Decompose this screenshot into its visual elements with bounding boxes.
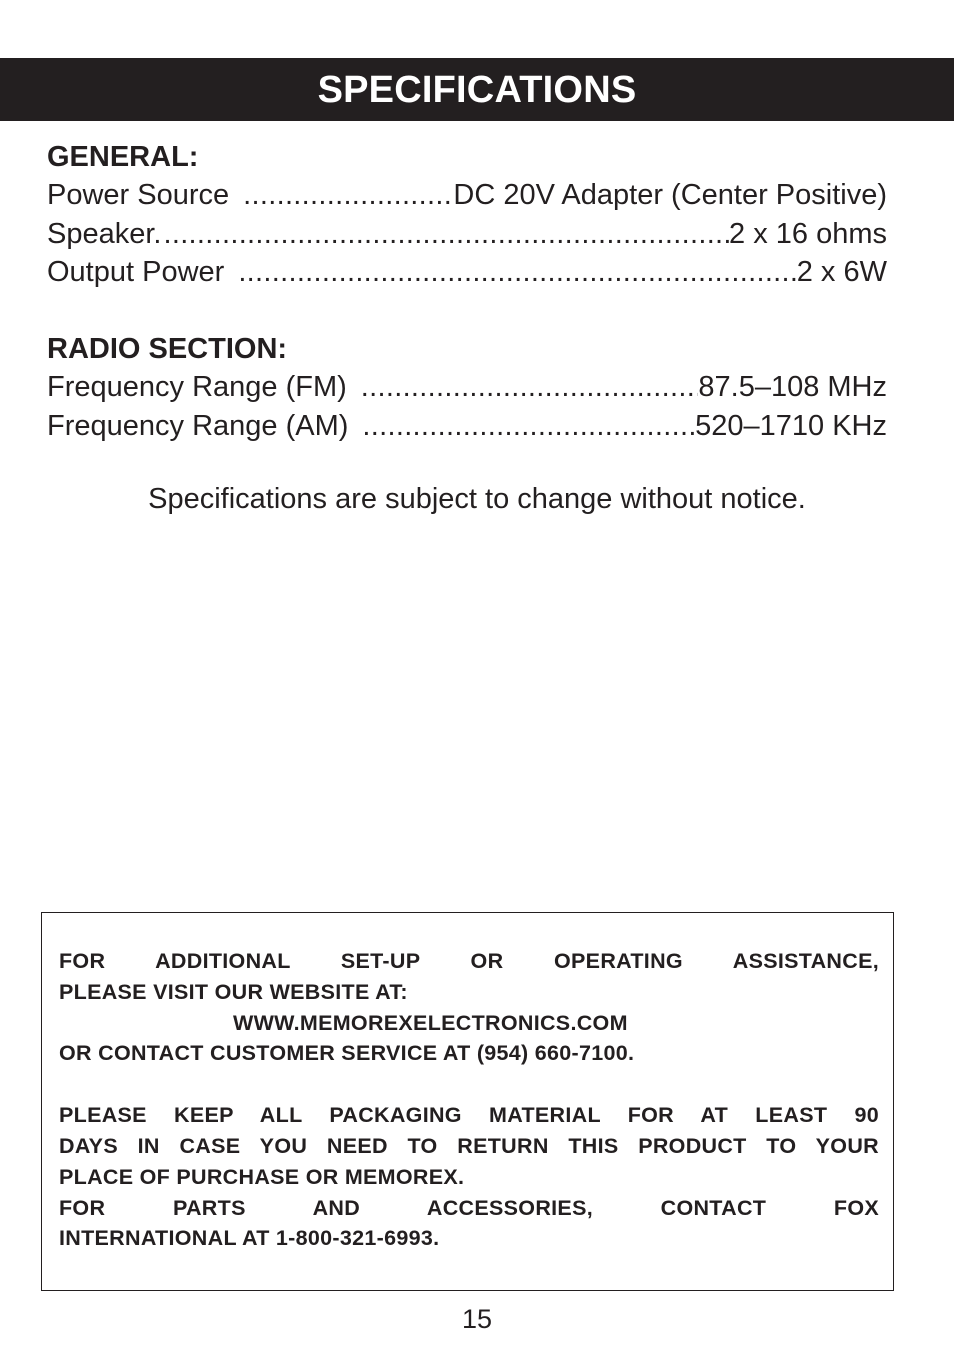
info-line: PLEASE VISIT OUR WEBSITE AT: xyxy=(59,979,408,1004)
page-number: 15 xyxy=(461,1304,493,1334)
spec-value: 520–1710 KHz xyxy=(695,409,887,442)
info-line: PLEASE KEEP ALL PACKAGING MATERIAL FOR AT LEAST 90 xyxy=(59,1103,879,1128)
general-heading: GENERAL: xyxy=(47,141,199,173)
dot-leader xyxy=(238,253,796,292)
spec-value: 87.5–108 MHz xyxy=(698,371,887,403)
specifications-content xyxy=(47,138,887,445)
info-line: FOR PARTS AND ACCESSORIES, CONTACT FOX xyxy=(59,1195,879,1220)
info-line: DAYS IN CASE YOU NEED TO RETURN THIS PRODUCT TO YOUR xyxy=(59,1133,879,1158)
customer-service-line: OR CONTACT CUSTOMER SERVICE AT (954) 660-7100. xyxy=(59,1041,635,1066)
spec-label: Frequency Range (FM) xyxy=(47,371,347,403)
title-bar xyxy=(0,58,954,121)
spec-row-speaker xyxy=(47,215,887,254)
dot-leader xyxy=(163,215,729,254)
spec-label: Frequency Range (AM) xyxy=(47,409,349,442)
website-link[interactable]: WWW.MEMOREXELECTRONICS.COM xyxy=(233,1010,628,1035)
assistance-info-box xyxy=(41,912,894,1291)
spec-value: 2 x 16 ohms xyxy=(729,217,887,250)
spec-row-power-source xyxy=(47,176,887,215)
spec-value: DC 20V Adapter (Center Positive) xyxy=(453,179,887,211)
paragraph-spacer xyxy=(59,1069,879,1100)
spec-row-output-power xyxy=(47,253,887,292)
spec-row-frequency-am xyxy=(47,407,887,446)
page-title: SPECIFICATIONS xyxy=(317,68,637,111)
spec-label: Speaker. xyxy=(47,217,162,250)
dot-leader xyxy=(362,407,695,446)
assistance-text xyxy=(59,946,879,1254)
spec-value: 2 x 6W xyxy=(796,256,887,288)
dot-leader xyxy=(243,176,453,215)
info-line: PLACE OF PURCHASE OR MEMOREX. xyxy=(59,1164,465,1189)
dot-leader xyxy=(361,368,699,407)
parts-contact-line: INTERNATIONAL AT 1-800-321-6993. xyxy=(59,1226,440,1251)
change-notice: Specifications are subject to change without notice. xyxy=(148,483,806,515)
section-spacer xyxy=(47,292,887,331)
radio-section-heading: RADIO SECTION: xyxy=(47,333,288,365)
info-line: FOR ADDITIONAL SET-UP OR OPERATING ASSISTANCE, xyxy=(59,949,879,973)
spec-row-frequency-fm xyxy=(47,368,887,407)
spec-label: Output Power xyxy=(47,256,225,288)
spec-label: Power Source xyxy=(47,179,230,211)
